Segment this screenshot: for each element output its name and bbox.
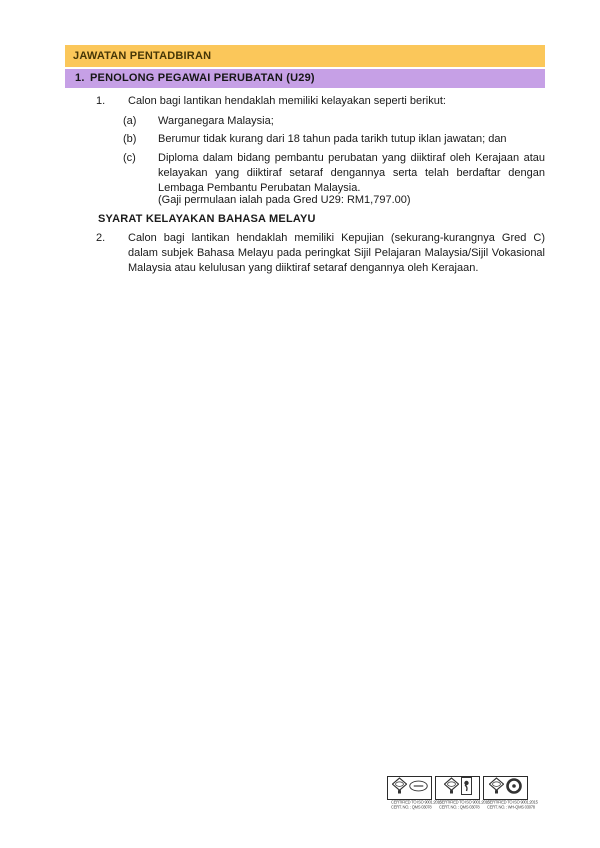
list-item-1	[65, 94, 545, 109]
cert-caption	[439, 800, 490, 811]
cert-badge-icon	[461, 777, 472, 800]
list-item-number: 1.	[96, 95, 106, 107]
cert-stamps	[387, 776, 538, 812]
cert-oval-icon	[409, 779, 428, 797]
sub-item-label: (a)	[123, 115, 137, 127]
cert-seal-icon	[506, 778, 522, 799]
subsection-heading: SYARAT KELAYAKAN BAHASA MELAYU	[98, 213, 316, 225]
list-item-text: Calon bagi lantikan hendaklah memiliki Kepujian (sekurang-kurangnya Gred C) dalam subjek Bahasa Melayu pada peringkat Sijil Pelajaran Malaysia/Sijil Vokasional Malaysia atau kelulusan yang diiktiraf setaraf dengannya oleh Kerajaan.	[128, 232, 545, 274]
cert-box	[483, 776, 528, 800]
sub-item-text: Warganegara Malaysia;	[158, 115, 274, 127]
list-item-2	[65, 231, 545, 276]
sub-list-item-b	[65, 132, 545, 147]
section-header-bar: JAWATAN PENTADBIRAN	[65, 45, 545, 67]
position-number: 1.	[75, 72, 85, 84]
cert-stamp	[483, 776, 538, 812]
cert-line2: CERT. NO. : WH-QMS 03078	[487, 805, 535, 811]
position-header-bar	[65, 69, 545, 88]
cert-line2: CERT. NO. : QMS 03078	[391, 805, 432, 811]
cert-diamond-icon	[392, 777, 407, 800]
cert-stamp	[387, 776, 442, 812]
sub-item-text: Berumur tidak kurang dari 18 tahun pada tarikh tutup iklan jawatan; dan	[158, 133, 507, 145]
sub-item-label: (b)	[123, 133, 137, 145]
cert-diamond-icon	[489, 777, 504, 800]
cert-box	[435, 776, 480, 800]
sub-list-item-a	[65, 114, 545, 129]
sub-item-text: Diploma dalam bidang pembantu perubatan yang diiktiraf oleh Kerajaan atau kelayakan yang diiktiraf setaraf dengannya serta telah berdaftar dengan Lembaga Pembantu Perubatan Malaysia.	[158, 152, 545, 194]
cert-caption	[391, 800, 442, 811]
cert-diamond-icon	[444, 777, 459, 800]
cert-line1: CERTIFIED TO ISO 9001:2015	[391, 800, 442, 806]
salary-note: (Gaji permulaan ialah pada Gred U29: RM1,797.00)	[158, 194, 411, 206]
list-item-number: 2.	[96, 232, 106, 244]
sub-list-item-c	[65, 151, 545, 196]
cert-line2: CERT. NO. : QMS 03078	[439, 805, 480, 811]
cert-stamp	[435, 776, 490, 812]
cert-caption	[487, 800, 538, 811]
position-title: PENOLONG PEGAWAI PERUBATAN (U29)	[90, 72, 315, 84]
list-item-text: Calon bagi lantikan hendaklah memiliki kelayakan seperti berikut:	[128, 95, 446, 107]
cert-line1: CERTIFIED TO ISO 9001:2015	[487, 800, 538, 806]
sub-item-label: (c)	[123, 152, 136, 164]
cert-line1: CERTIFIED TO ISO 9001:2015	[439, 800, 490, 806]
cert-box	[387, 776, 432, 800]
